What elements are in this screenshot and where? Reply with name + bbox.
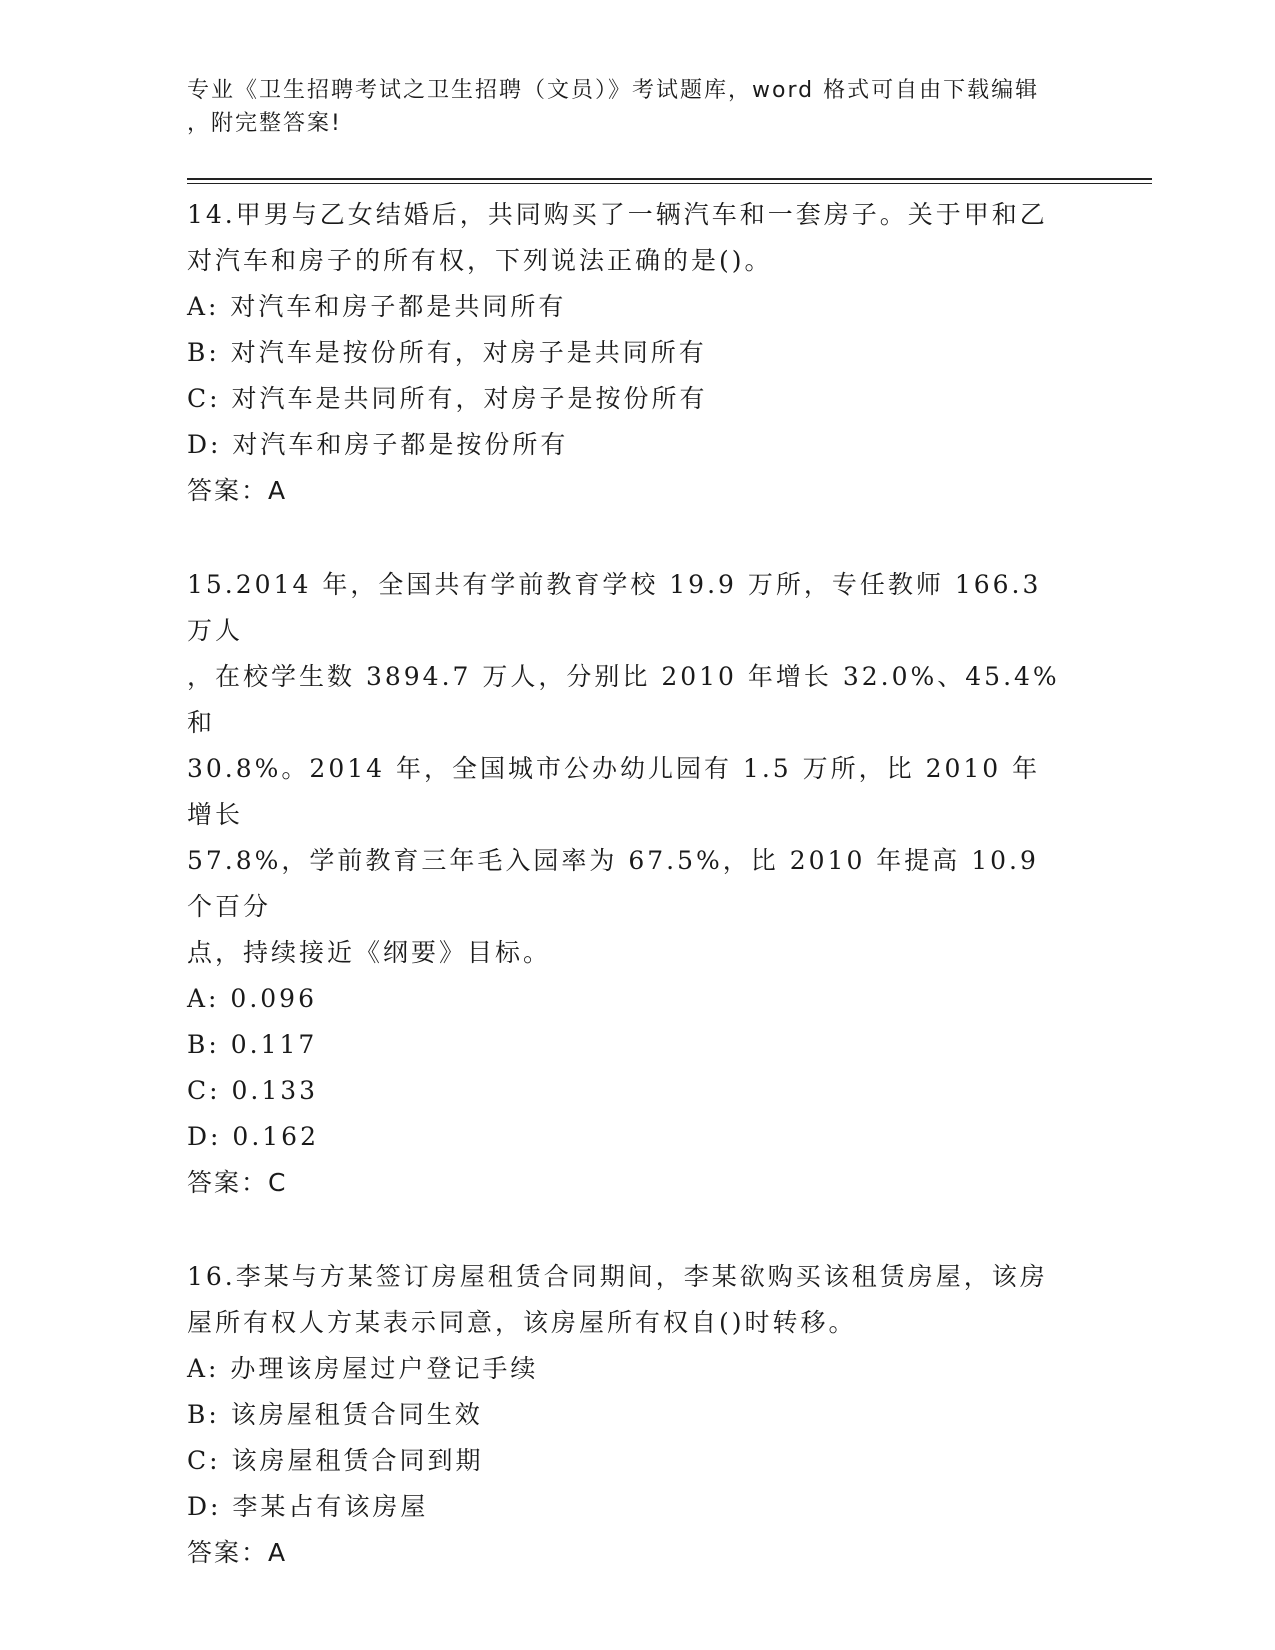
- option-c: C: 该房屋租赁合同到期: [187, 1446, 484, 1475]
- header-divider-thick: [187, 178, 1152, 180]
- option-a: A: 办理该房屋过户登记手续: [187, 1354, 539, 1383]
- option-d: D: 李某占有该房屋: [187, 1492, 429, 1521]
- option-a: A: 对汽车和房子都是共同所有: [187, 292, 567, 321]
- question-stem-line: 点，持续接近《纲要》目标。: [187, 938, 552, 967]
- question-stem-line: 14.甲男与乙女结婚后，共同购买了一辆汽车和一套房子。关于甲和乙: [187, 200, 1048, 229]
- header-divider-thin: [187, 183, 1152, 184]
- question-stem-line: 30.8%。2014 年，全国城市公办幼儿园有 1.5 万所，比 2010 年增长: [187, 754, 1041, 829]
- option-c: C: 对汽车是共同所有，对房子是按份所有: [187, 384, 708, 413]
- option-b: B: 0.117: [187, 1030, 318, 1059]
- question-stem-line: 对汽车和房子的所有权，下列说法正确的是()。: [187, 246, 773, 275]
- option-b: B: 该房屋租赁合同生效: [187, 1400, 483, 1429]
- option-b: B: 对汽车是按份所有，对房子是共同所有: [187, 338, 707, 367]
- question-15: [187, 562, 1067, 1206]
- option-c: C: 0.133: [187, 1076, 319, 1105]
- answer-line: 答案：A: [187, 476, 288, 505]
- question-stem-line: 16.李某与方某签订房屋租赁合同期间，李某欲购买该租赁房屋，该房: [187, 1262, 1048, 1291]
- option-d: D: 0.162: [187, 1122, 319, 1151]
- answer-line: 答案：A: [187, 1538, 288, 1567]
- document-header: [187, 74, 1067, 140]
- answer-line: 答案：C: [187, 1168, 288, 1197]
- question-16: [187, 1254, 1067, 1576]
- option-d: D: 对汽车和房子都是按份所有: [187, 430, 569, 459]
- question-stem-line: ，在校学生数 3894.7 万人，分别比 2010 年增长 32.0%、45.4%和: [187, 662, 1060, 737]
- question-stem-line: 屋所有权人方某表示同意，该房屋所有权自()时转移。: [187, 1308, 857, 1337]
- question-stem-line: 15.2014 年，全国共有学前教育学校 19.9 万所，专任教师 166.3 万人: [187, 570, 1042, 645]
- question-list: [187, 190, 1067, 1576]
- header-line-1: 专业《卫生招聘考试之卫生招聘（文员）》考试题库，word 格式可自由下载编辑: [187, 78, 1040, 103]
- question-stem-line: 57.8%，学前教育三年毛入园率为 67.5%，比 2010 年提高 10.9 个百分: [187, 846, 1039, 921]
- question-14: [187, 192, 1067, 514]
- header-line-2: ，附完整答案!: [187, 111, 342, 136]
- option-a: A: 0.096: [187, 984, 317, 1013]
